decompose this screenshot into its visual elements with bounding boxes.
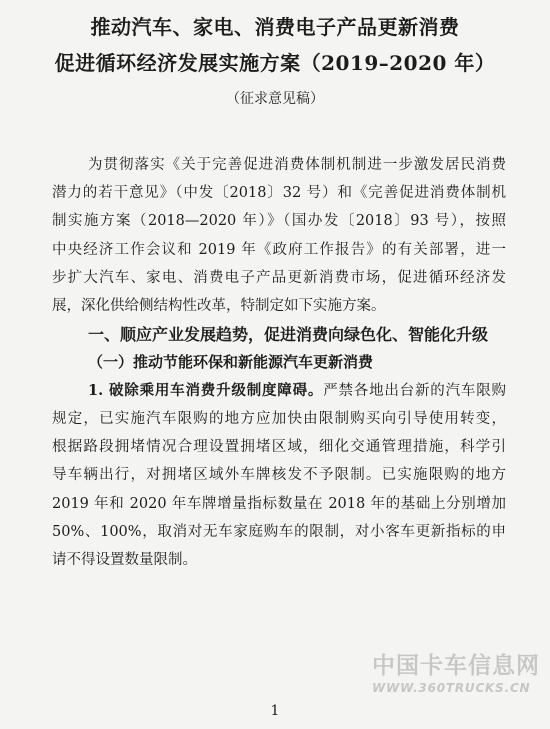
item1-line: 导车辆出行，对拥堵区域外车牌核发不予限制。已实施限购的地方 xyxy=(52,467,506,483)
item1-first-line xyxy=(88,381,506,401)
item1-line: 请不得设置数量限制。 xyxy=(52,552,197,568)
watermark-text-cn: 中国卡车信息网 xyxy=(372,653,540,679)
subsection-heading: （一）推动节能环保和新能源汽车更新消费 xyxy=(88,353,374,371)
document-subtitle: （征求意见稿） xyxy=(226,91,324,107)
intro-line: 中央经济工作会议和 2019 年《政府工作报告》的有关部署，进一 xyxy=(52,242,506,258)
watermark-text-en: WWW.360TRUCKS.CN xyxy=(372,681,531,695)
intro-line: 为贯彻落实《关于完善促进消费体制机制进一步激发居民消费 xyxy=(88,157,506,173)
item1-line: 50%、100%，取消对无车家庭购车的限制，对小客车更新指标的申 xyxy=(52,524,506,540)
intro-line: 潜力的若干意见》（中发〔2018〕32 号）和《完善促进消费体制机 xyxy=(52,185,506,201)
intro-line: 展，深化供给侧结构性改革，特制定如下实施方案。 xyxy=(52,298,386,314)
document-title-line1: 推动汽车、家电、消费电子产品更新消费 xyxy=(90,15,460,39)
item1-first-text: 严禁各地出台新的汽车限购 xyxy=(323,383,506,399)
section-heading: 一、顺应产业发展趋势，促进消费向绿色化、智能化升级 xyxy=(88,325,489,344)
intro-line: 制实施方案（2018—2020 年）》（国办发〔2018〕93 号），按照 xyxy=(52,213,506,229)
intro-line: 步扩大汽车、家电、消费电子产品更新消费市场，促进循环经济发 xyxy=(52,270,506,286)
page-number: 1 xyxy=(270,703,280,719)
item1-line: 根据路段拥堵情况合理设置拥堵区域，细化交通管理措施，科学引 xyxy=(52,439,506,455)
site-watermark xyxy=(372,652,544,696)
item1-line: 规定，已实施汽车限购的地方应加快由限制购买向引导使用转变， xyxy=(52,411,506,427)
item1-line: 2019 年和 2020 年车牌增量指标数量在 2018 年的基础上分别增加 xyxy=(52,496,506,512)
item1-label: 1. 破除乘用车消费升级制度障碍。 xyxy=(88,382,324,399)
document-title-line2: 促进循环经济发展实施方案（2019–2020 年） xyxy=(54,51,496,75)
